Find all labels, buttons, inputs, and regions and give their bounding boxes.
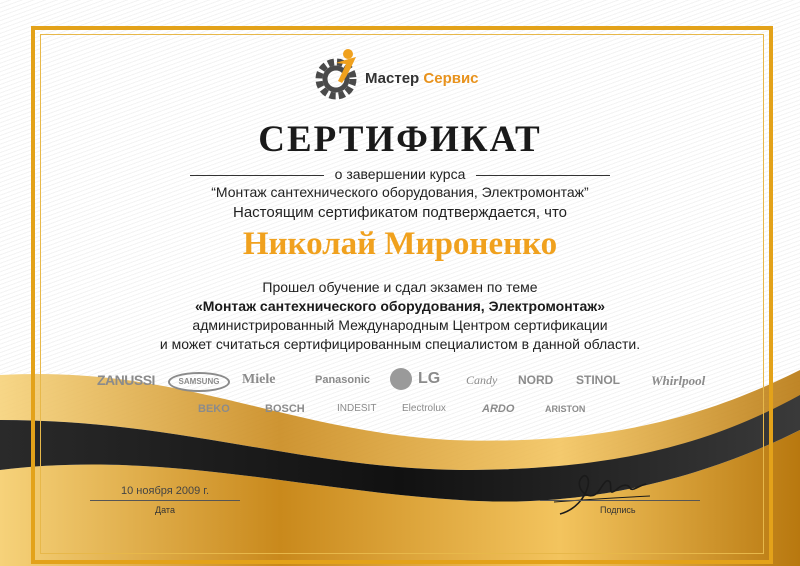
- gear-logo-icon: [308, 45, 368, 105]
- brand-logo-candy: Candy: [466, 373, 498, 387]
- logo-brand-part2: Сервис: [423, 70, 479, 87]
- brand-logo-stinol: STINOL: [576, 373, 620, 387]
- brand-logo-electrolux: Electrolux: [402, 403, 446, 414]
- signature-label: Подпись: [600, 505, 636, 515]
- brand-logo-zanussi: ZANUSSI: [97, 372, 155, 388]
- body-line-1: Прошел обучение и сдал экзамен по теме: [262, 279, 538, 295]
- brand-logo-bosch: BOSCH: [265, 403, 305, 415]
- brand-logo-ariston: ARISTON: [545, 404, 586, 414]
- course-intro: о завершении курса: [334, 166, 466, 182]
- recipient-name: Николай Мироненко: [242, 226, 558, 262]
- brand-logo-indesit: INDESIT: [337, 403, 377, 414]
- body-line-2: «Монтаж сантехнического оборудования, Электромонтаж»: [194, 298, 606, 314]
- brand-logo-nord: NORD: [518, 373, 554, 387]
- body-line-4: и может считаться сертифицированным специалистом в данной области.: [159, 336, 641, 352]
- left-rule: [190, 175, 324, 176]
- date-label: Дата: [155, 505, 175, 515]
- brand-logo-panasonic: Panasonic: [315, 374, 371, 386]
- signature-rule: [540, 500, 700, 501]
- lg-circle-icon: [390, 368, 412, 390]
- course-name: “Монтаж сантехнического оборудования, Электромонтаж”: [211, 184, 589, 200]
- body-line-3: администрированный Международным Центром сертификации: [192, 317, 608, 333]
- brand-logo-lg: LG: [418, 370, 441, 387]
- logo-brand-part1: Мастер: [365, 70, 420, 87]
- date-value: 10 ноября 2009 г.: [121, 485, 209, 497]
- brand-logo-samsung: SAMSUNG: [168, 372, 230, 392]
- brand-logo-beko: BEKO: [198, 403, 230, 415]
- logo-text: [365, 70, 479, 87]
- date-rule: [90, 500, 240, 501]
- brand-logo-ardo: ARDO: [482, 403, 515, 415]
- certificate-title: СЕРТИФИКАТ: [258, 119, 542, 160]
- confirm-line: Настоящим сертификатом подтверждается, что: [232, 204, 568, 221]
- right-rule: [476, 175, 610, 176]
- brand-logo-miele: Miele: [242, 372, 276, 387]
- brand-logo-whirlpool: Whirlpool: [651, 373, 706, 388]
